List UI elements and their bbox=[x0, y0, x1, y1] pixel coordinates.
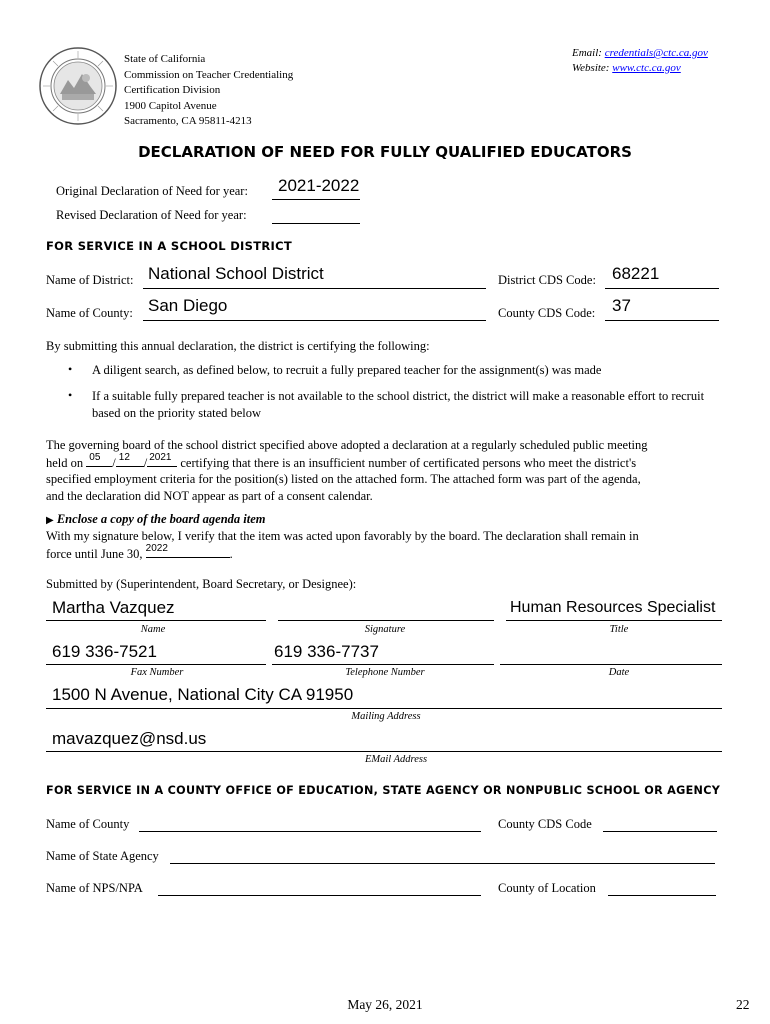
county-office-county-label: Name of County bbox=[46, 817, 130, 831]
name-caption: Name bbox=[140, 624, 166, 635]
force-until-label: force until June 30, bbox=[46, 546, 143, 561]
footer-date: May 26, 2021 bbox=[347, 997, 423, 1012]
district-name-field[interactable]: National School District bbox=[148, 264, 324, 283]
email-address-caption: EMail Address bbox=[364, 754, 428, 765]
nps-npa-label: Name of NPS/NPA bbox=[46, 881, 143, 895]
bullet-icon: • bbox=[68, 388, 73, 402]
state-agency-label: Name of State Agency bbox=[46, 849, 159, 863]
website-label: Website: bbox=[572, 61, 610, 74]
arrow-right-icon: ▶ bbox=[46, 515, 54, 526]
county-location-field[interactable] bbox=[608, 881, 716, 896]
submitted-by-label: Submitted by (Superintendent, Board Secretary, or Designee): bbox=[46, 577, 357, 591]
certify-intro: By submitting this annual declaration, the district is certifying the following: bbox=[46, 339, 430, 353]
signature-caption: Signature bbox=[364, 624, 406, 635]
certify-bullet: If a suitable fully prepared teacher is not available to the school district, the district will make a reasonable effort to recruit based on the priority stated below bbox=[92, 389, 705, 420]
enclose-paragraph: With my signature below, I verify that the item was acted upon favorably by the board. The declaration shall remain in force until June 30, 2022 . bbox=[46, 528, 720, 562]
revised-declaration-label: Revised Declaration of Need for year: bbox=[56, 208, 247, 222]
certify-bullet: A diligent search, as defined below, to recruit a fully prepared teacher for the assignment(s) was made bbox=[92, 363, 602, 377]
governing-line: certifying that there is an insufficient number of certificated persons who meet the district's bbox=[180, 455, 637, 470]
address-line: State of California bbox=[124, 53, 206, 65]
telephone-field[interactable]: 619 336-7737 bbox=[274, 642, 379, 661]
meeting-day-field[interactable]: 12 bbox=[118, 451, 130, 463]
fax-number-caption: Fax Number bbox=[130, 667, 184, 678]
email-address-field[interactable]: mavazquez@nsd.us bbox=[52, 729, 207, 748]
nps-npa-field[interactable] bbox=[158, 881, 481, 896]
email-label: Email: bbox=[572, 47, 602, 59]
held-on-label: held on bbox=[46, 455, 84, 470]
county-location-label: County of Location bbox=[498, 881, 596, 895]
county-cds-label: County CDS Code: bbox=[498, 306, 596, 320]
district-name-label: Name of District: bbox=[46, 273, 134, 287]
fax-number-field[interactable]: 619 336-7521 bbox=[52, 642, 157, 661]
governing-line: The governing board of the school district specified above adopted a declaration at a regularly scheduled public meeting bbox=[46, 438, 648, 452]
district-cds-label: District CDS Code: bbox=[498, 273, 596, 287]
governing-paragraph: The governing board of the school district specified above adopted a declaration at a regularly scheduled public meeting held on 05 / 12 / 2021 certifying that there is an insufficient number of certificated persons who meet the district's specified employment criteria for the position(s) listed on the attached form. The attached form was part of the agenda, and the declaration did NOT appear as part of a consent calendar. bbox=[46, 437, 720, 504]
enclose-line: With my signature below, I verify that the item was acted upon favorably by the board. The declaration shall remain in bbox=[46, 529, 639, 543]
mailing-address-caption: Mailing Address bbox=[351, 711, 421, 722]
enclose-heading bbox=[46, 512, 266, 527]
meeting-year-field[interactable]: 2021 bbox=[149, 451, 172, 463]
force-until-year-field[interactable]: 2022 bbox=[145, 542, 168, 554]
mailing-address-field[interactable]: 1500 N Avenue, National City CA 91950 bbox=[52, 685, 354, 704]
meeting-month-field[interactable]: 05 bbox=[89, 451, 101, 463]
address-line: Certification Division bbox=[124, 84, 221, 96]
original-declaration-label: Original Declaration of Need for year: bbox=[56, 184, 248, 198]
governing-line: specified employment criteria for the position(s) listed on the attached form. The attached form was part of the agenda, bbox=[46, 472, 641, 486]
title-field[interactable]: Human Resources Specialist bbox=[510, 599, 716, 616]
address-line: Commission on Teacher Credentialing bbox=[124, 68, 294, 81]
school-district-heading: FOR SERVICE IN A SCHOOL DISTRICT bbox=[46, 239, 292, 253]
contact-info bbox=[572, 46, 708, 75]
address-line: Sacramento, CA 95811-4213 bbox=[124, 115, 252, 127]
page-number: 22 bbox=[736, 997, 750, 1012]
county-office-county-field[interactable] bbox=[139, 817, 481, 832]
page-title: DECLARATION OF NEED FOR FULLY QUALIFIED EDUCATORS bbox=[138, 143, 632, 161]
bullet-icon: • bbox=[68, 362, 73, 376]
email-link[interactable]: credentials@ctc.ca.gov bbox=[604, 47, 708, 59]
county-office-cds-label: County CDS Code bbox=[498, 817, 592, 831]
county-cds-field[interactable]: 37 bbox=[612, 296, 631, 315]
agency-address bbox=[124, 52, 293, 130]
county-office-heading: FOR SERVICE IN A COUNTY OFFICE OF EDUCATION, STATE AGENCY OR NONPUBLIC SCHOOL OR AGENCY bbox=[46, 784, 721, 797]
state-agency-field[interactable] bbox=[170, 849, 715, 864]
address-line: 1900 Capitol Avenue bbox=[124, 99, 217, 112]
date-caption: Date bbox=[608, 667, 630, 678]
original-declaration-year-field[interactable]: 2021-2022 bbox=[278, 176, 360, 195]
governing-line: and the declaration did NOT appear as part of a consent calendar. bbox=[46, 488, 373, 503]
county-office-cds-field[interactable] bbox=[603, 817, 717, 832]
county-name-field[interactable]: San Diego bbox=[148, 296, 228, 315]
district-cds-field[interactable]: 68221 bbox=[612, 264, 660, 283]
enclose-heading-text: Enclose a copy of the board agenda item bbox=[56, 512, 266, 526]
name-field[interactable]: Martha Vazquez bbox=[52, 598, 175, 617]
title-caption: Title bbox=[609, 624, 629, 635]
telephone-caption: Telephone Number bbox=[345, 667, 425, 678]
commission-seal bbox=[38, 46, 118, 126]
county-name-label: Name of County: bbox=[46, 306, 133, 320]
website-link[interactable]: www.ctc.ca.gov bbox=[612, 61, 681, 74]
